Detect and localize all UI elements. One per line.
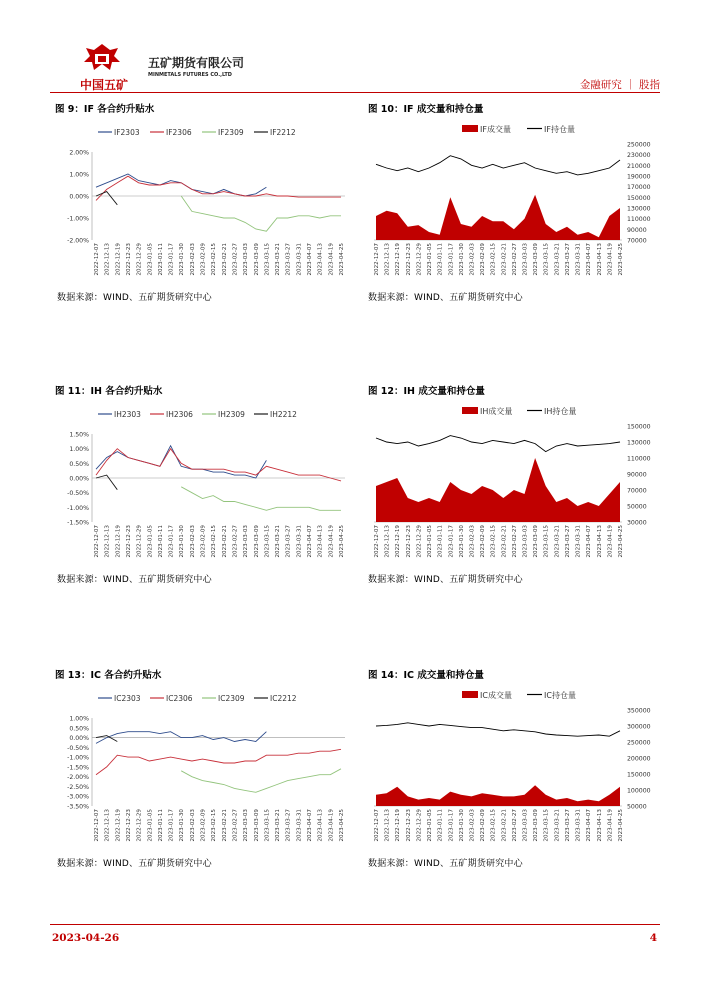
x-tick-label: 2023-02-03 <box>469 525 476 558</box>
y-tick-label: -1.00% <box>67 215 89 223</box>
x-tick-label: 2023-02-21 <box>221 243 228 276</box>
x-tick-label: 2023-03-31 <box>575 809 582 842</box>
footer-divider <box>50 924 660 925</box>
x-tick-label: 2023-04-19 <box>607 243 614 276</box>
x-tick-label: 2023-01-05 <box>147 809 154 842</box>
x-tick-label: 2023-02-21 <box>501 525 508 558</box>
x-tick-label: 2023-02-21 <box>221 525 228 558</box>
x-tick-label: 2023-01-30 <box>458 243 465 276</box>
y-tick-label: 170000 <box>627 184 651 192</box>
chart-ic-basis <box>52 686 352 851</box>
y-tick-label: 0.00% <box>69 735 89 743</box>
x-tick-label: 2023-01-17 <box>448 525 455 558</box>
x-tick-label: 2023-01-05 <box>147 243 154 276</box>
y-tick-label: 100000 <box>627 787 651 795</box>
legend-label-ic2212: IC2212 <box>270 694 297 703</box>
x-tick-label: 2022-12-13 <box>384 243 391 276</box>
y-tick-label: 350000 <box>627 707 651 715</box>
y-tick-label: -1.00% <box>67 754 89 762</box>
x-tick-label: 2023-02-21 <box>501 243 508 276</box>
x-tick-label: 2023-04-25 <box>618 525 624 558</box>
x-tick-label: 2023-02-09 <box>480 243 487 276</box>
x-tick-label: 2022-12-13 <box>104 525 111 558</box>
x-tick-label: 2023-04-19 <box>607 525 614 558</box>
x-tick-label: 2023-01-05 <box>427 525 434 558</box>
x-tick-label: 2022-12-29 <box>136 809 143 842</box>
x-tick-label: 2023-03-03 <box>243 809 250 842</box>
x-tick-label: 2023-03-09 <box>253 809 260 842</box>
x-tick-label: 2023-04-25 <box>618 809 624 842</box>
x-tick-label: 2023-03-21 <box>554 809 561 842</box>
x-tick-label: 2023-01-11 <box>157 525 164 558</box>
x-tick-label: 2023-03-31 <box>296 525 303 558</box>
legend-label-ic2309: IC2309 <box>218 694 245 703</box>
legend-label-ih2303: IH2303 <box>114 410 141 419</box>
x-tick-label: 2023-02-09 <box>200 525 207 558</box>
legend-swatch-volume <box>462 407 478 414</box>
x-tick-label: 2023-04-25 <box>339 809 345 842</box>
x-tick-label: 2023-01-17 <box>168 525 175 558</box>
x-tick-label: 2023-03-21 <box>554 525 561 558</box>
series-line-ic2306 <box>96 749 341 774</box>
x-tick-label: 2023-04-19 <box>328 809 335 842</box>
x-tick-label: 2023-04-13 <box>596 809 603 842</box>
legend-label-ih2309: IH2309 <box>218 410 245 419</box>
x-tick-label: 2023-01-11 <box>157 243 164 276</box>
y-tick-label: 90000 <box>627 471 647 479</box>
x-tick-label: 2023-03-27 <box>564 243 571 276</box>
legend-label-open-interest: IF持仓量 <box>544 125 575 134</box>
x-tick-label: 2023-04-19 <box>328 525 335 558</box>
x-tick-label: 2023-01-17 <box>448 809 455 842</box>
x-tick-label: 2023-03-31 <box>575 243 582 276</box>
x-tick-label: 2022-12-07 <box>94 809 100 842</box>
y-tick-label: -2.50% <box>67 783 89 791</box>
y-tick-label: -3.00% <box>67 793 89 801</box>
y-tick-label: 0.00% <box>69 475 89 483</box>
x-tick-label: 2023-02-27 <box>511 243 518 276</box>
y-tick-label: 90000 <box>627 226 647 234</box>
y-tick-label: 250000 <box>627 739 651 747</box>
x-tick-label: 2023-03-31 <box>296 243 303 276</box>
x-tick-label: 2023-03-09 <box>253 243 260 276</box>
x-tick-label: 2023-01-05 <box>147 525 154 558</box>
y-tick-label: -3.50% <box>67 803 89 811</box>
y-tick-label: -1.50% <box>67 519 89 527</box>
x-tick-label: 2023-02-03 <box>469 809 476 842</box>
legend-label-ih2212: IH2212 <box>270 410 297 419</box>
x-tick-label: 2023-03-09 <box>253 525 260 558</box>
company-name <box>148 54 244 78</box>
y-tick-label: 150000 <box>627 194 651 202</box>
x-tick-label: 2023-01-11 <box>437 525 444 558</box>
x-tick-label: 2023-02-09 <box>480 525 487 558</box>
x-tick-label: 2023-02-09 <box>480 809 487 842</box>
chart-if-basis <box>52 120 352 285</box>
x-tick-label: 2023-04-25 <box>339 525 345 558</box>
x-tick-label: 2023-02-15 <box>211 525 218 558</box>
x-tick-label: 2023-03-15 <box>543 809 550 842</box>
x-tick-label: 2023-03-15 <box>543 243 550 276</box>
x-tick-label: 2023-03-15 <box>264 809 271 842</box>
x-tick-label: 2023-03-09 <box>533 809 540 842</box>
x-tick-label: 2023-03-27 <box>285 243 292 276</box>
x-tick-label: 2022-12-13 <box>104 243 111 276</box>
open-interest-line <box>376 723 620 736</box>
x-tick-label: 2022-12-23 <box>405 525 412 558</box>
x-tick-label: 2023-03-15 <box>543 525 550 558</box>
y-tick-label: -2.00% <box>67 237 89 245</box>
x-tick-label: 2022-12-23 <box>405 243 412 276</box>
x-tick-label: 2023-03-03 <box>522 243 529 276</box>
section-label: 金融研究 ｜ 股指 <box>579 79 660 91</box>
legend-label-if2212: IF2212 <box>270 128 296 137</box>
x-tick-label: 2023-03-21 <box>554 243 561 276</box>
y-tick-label: 210000 <box>627 162 651 170</box>
legend-label-open-interest: IH持仓量 <box>544 407 577 416</box>
logo-emblem-icon <box>80 42 124 76</box>
series-line-ih2212 <box>96 475 117 490</box>
series-line-if2306 <box>96 176 341 200</box>
x-tick-label: 2022-12-29 <box>136 243 143 276</box>
x-tick-label: 2023-02-27 <box>232 243 239 276</box>
chart-ih-basis <box>52 402 352 567</box>
x-tick-label: 2023-04-07 <box>586 525 593 558</box>
company-name-cn: 五矿期货有限公司 <box>148 56 245 70</box>
series-line-ih2303 <box>96 446 266 478</box>
series-line-if2303 <box>96 174 266 196</box>
legend-label-if2303: IF2303 <box>114 128 140 137</box>
x-tick-label: 2022-12-23 <box>125 243 132 276</box>
y-tick-label: 50000 <box>627 803 647 811</box>
x-tick-label: 2023-02-15 <box>490 243 497 276</box>
x-tick-label: 2022-12-29 <box>416 809 423 842</box>
header-divider <box>50 92 660 93</box>
x-tick-label: 2022-12-13 <box>104 809 111 842</box>
x-tick-label: 2023-04-25 <box>339 243 345 276</box>
y-tick-label: 1.50% <box>69 431 89 439</box>
x-tick-label: 2023-03-21 <box>275 525 282 558</box>
x-tick-label: 2023-01-30 <box>179 809 186 842</box>
open-interest-line <box>376 436 620 452</box>
volume-area <box>376 458 620 522</box>
figure-9-source: 数据来源：WIND、五矿期货研究中心 <box>57 293 212 303</box>
x-tick-label: 2023-01-30 <box>458 525 465 558</box>
x-tick-label: 2023-01-30 <box>179 243 186 276</box>
x-tick-label: 2023-01-30 <box>458 809 465 842</box>
y-tick-label: 1.00% <box>69 715 89 723</box>
volume-area <box>376 785 620 806</box>
y-tick-label: 110000 <box>627 216 651 224</box>
x-tick-label: 2023-02-21 <box>501 809 508 842</box>
y-tick-label: -1.50% <box>67 764 89 772</box>
figure-12-source: 数据来源：WIND、五矿期货研究中心 <box>368 575 523 585</box>
y-tick-label: 1.00% <box>69 171 89 179</box>
y-tick-label: -2.00% <box>67 774 89 782</box>
company-name-en: MINMETALS FUTURES CO.,LTD <box>148 72 232 78</box>
x-tick-label: 2023-02-03 <box>469 243 476 276</box>
legend-label-volume: IH成交量 <box>480 407 513 416</box>
x-tick-label: 2023-04-13 <box>317 243 324 276</box>
volume-area <box>376 195 620 240</box>
x-tick-label: 2023-03-09 <box>533 243 540 276</box>
x-tick-label: 2023-02-03 <box>189 525 196 558</box>
x-tick-label: 2023-02-15 <box>490 809 497 842</box>
y-tick-label: 130000 <box>627 439 651 447</box>
chart-if-volume-oi <box>362 120 672 285</box>
y-tick-label: 130000 <box>627 205 651 213</box>
series-line-ic2309 <box>181 769 341 793</box>
x-tick-label: 2023-04-19 <box>607 809 614 842</box>
x-tick-label: 2023-01-17 <box>168 809 175 842</box>
legend-label-open-interest: IC持仓量 <box>544 691 576 700</box>
x-tick-label: 2022-12-07 <box>374 243 380 276</box>
y-tick-label: 70000 <box>627 487 647 495</box>
x-tick-label: 2022-12-19 <box>395 525 402 558</box>
x-tick-label: 2023-01-05 <box>427 809 434 842</box>
x-tick-label: 2023-01-30 <box>179 525 186 558</box>
x-tick-label: 2023-04-13 <box>596 243 603 276</box>
y-tick-label: 2.00% <box>69 149 89 157</box>
x-tick-label: 2022-12-19 <box>115 525 122 558</box>
x-tick-label: 2023-01-17 <box>168 243 175 276</box>
x-tick-label: 2023-04-07 <box>307 525 314 558</box>
x-tick-label: 2023-03-15 <box>264 243 271 276</box>
figure-10-title: 图 10：IF 成交量和持仓量 <box>368 104 484 115</box>
legend-label-volume: IF成交量 <box>480 125 511 134</box>
x-tick-label: 2023-02-03 <box>189 243 196 276</box>
y-tick-label: 1.00% <box>69 446 89 454</box>
figure-9-title: 图 9：IF 各合约升贴水 <box>55 104 155 115</box>
x-tick-label: 2022-12-29 <box>416 525 423 558</box>
figure-14-source: 数据来源：WIND、五矿期货研究中心 <box>368 859 523 869</box>
x-tick-label: 2023-02-21 <box>221 809 228 842</box>
x-tick-label: 2022-12-19 <box>395 243 402 276</box>
x-tick-label: 2023-01-11 <box>157 809 164 842</box>
x-tick-label: 2023-01-17 <box>448 243 455 276</box>
x-tick-label: 2023-04-07 <box>307 243 314 276</box>
x-tick-label: 2023-02-27 <box>232 525 239 558</box>
series-line-if2309 <box>181 196 341 231</box>
x-tick-label: 2023-04-13 <box>317 809 324 842</box>
x-tick-label: 2022-12-07 <box>374 525 380 558</box>
x-tick-label: 2023-01-11 <box>437 243 444 276</box>
series-line-ic2212 <box>96 736 117 742</box>
legend-label-ic2303: IC2303 <box>114 694 141 703</box>
figure-11-title: 图 11：IH 各合约升贴水 <box>55 386 163 397</box>
x-tick-label: 2023-04-13 <box>317 525 324 558</box>
x-tick-label: 2022-12-07 <box>94 525 100 558</box>
chart-ic-volume-oi <box>362 686 672 851</box>
x-tick-label: 2023-03-15 <box>264 525 271 558</box>
x-tick-label: 2023-02-15 <box>490 525 497 558</box>
x-tick-label: 2023-02-15 <box>211 243 218 276</box>
y-tick-label: 50000 <box>627 503 647 511</box>
y-tick-label: -0.50% <box>67 490 89 498</box>
y-tick-label: 0.50% <box>69 460 89 468</box>
x-tick-label: 2022-12-07 <box>374 809 380 842</box>
x-tick-label: 2023-03-03 <box>522 525 529 558</box>
x-tick-label: 2023-02-27 <box>232 809 239 842</box>
page-number: 4 <box>649 932 657 944</box>
chart-ih-volume-oi <box>362 402 672 567</box>
legend-label-volume: IC成交量 <box>480 691 512 700</box>
x-tick-label: 2022-12-29 <box>416 243 423 276</box>
x-tick-label: 2023-04-07 <box>307 809 314 842</box>
y-tick-label: 110000 <box>627 455 651 463</box>
x-tick-label: 2023-03-31 <box>296 809 303 842</box>
y-tick-label: 150000 <box>627 423 651 431</box>
x-tick-label: 2022-12-29 <box>136 525 143 558</box>
series-line-ih2309 <box>181 487 341 511</box>
x-tick-label: 2023-03-21 <box>275 243 282 276</box>
legend-swatch-volume <box>462 691 478 698</box>
x-tick-label: 2023-02-15 <box>211 809 218 842</box>
x-tick-label: 2023-03-21 <box>275 809 282 842</box>
x-tick-label: 2022-12-23 <box>405 809 412 842</box>
y-tick-label: 230000 <box>627 152 651 160</box>
x-tick-label: 2022-12-13 <box>384 525 391 558</box>
series-line-ih2306 <box>96 449 341 481</box>
figure-11-source: 数据来源：WIND、五矿期货研究中心 <box>57 575 212 585</box>
report-date: 2023-04-26 <box>52 932 120 944</box>
x-tick-label: 2022-12-19 <box>395 809 402 842</box>
x-tick-label: 2022-12-23 <box>125 525 132 558</box>
x-tick-label: 2022-12-13 <box>384 809 391 842</box>
x-tick-label: 2023-03-27 <box>564 525 571 558</box>
x-tick-label: 2023-03-03 <box>243 525 250 558</box>
x-tick-label: 2023-04-13 <box>596 525 603 558</box>
x-tick-label: 2023-04-25 <box>618 243 624 276</box>
y-tick-label: 30000 <box>627 519 647 527</box>
legend-swatch-volume <box>462 125 478 132</box>
y-tick-label: -1.00% <box>67 504 89 512</box>
x-tick-label: 2022-12-23 <box>125 809 132 842</box>
figure-13-source: 数据来源：WIND、五矿期货研究中心 <box>57 859 212 869</box>
x-tick-label: 2023-04-07 <box>586 809 593 842</box>
x-tick-label: 2023-01-05 <box>427 243 434 276</box>
y-tick-label: 0.00% <box>69 193 89 201</box>
y-tick-label: 190000 <box>627 173 651 181</box>
x-tick-label: 2023-02-27 <box>511 525 518 558</box>
figure-14-title: 图 14：IC 成交量和持仓量 <box>368 670 484 681</box>
x-tick-label: 2023-01-11 <box>437 809 444 842</box>
x-tick-label: 2023-02-09 <box>200 243 207 276</box>
y-tick-label: 200000 <box>627 755 651 763</box>
x-tick-label: 2023-03-27 <box>285 809 292 842</box>
x-tick-label: 2023-03-27 <box>285 525 292 558</box>
x-tick-label: 2023-03-03 <box>522 809 529 842</box>
y-tick-label: -0.50% <box>67 744 89 752</box>
x-tick-label: 2023-02-27 <box>511 809 518 842</box>
x-tick-label: 2023-02-03 <box>189 809 196 842</box>
figure-13-title: 图 13：IC 各合约升贴水 <box>55 670 162 681</box>
x-tick-label: 2023-03-09 <box>533 525 540 558</box>
open-interest-line <box>376 156 620 175</box>
y-tick-label: 70000 <box>627 237 647 245</box>
figure-12-title: 图 12：IH 成交量和持仓量 <box>368 386 485 397</box>
x-tick-label: 2023-03-31 <box>575 525 582 558</box>
logo-text: 中国五矿 <box>80 78 129 92</box>
legend-label-ic2306: IC2306 <box>166 694 193 703</box>
legend-label-ih2306: IH2306 <box>166 410 193 419</box>
x-tick-label: 2022-12-19 <box>115 243 122 276</box>
x-tick-label: 2023-04-07 <box>586 243 593 276</box>
figure-10-source: 数据来源：WIND、五矿期货研究中心 <box>368 293 523 303</box>
x-tick-label: 2023-03-27 <box>564 809 571 842</box>
y-tick-label: 250000 <box>627 141 651 149</box>
company-logo <box>80 42 129 92</box>
series-line-if2212 <box>96 192 117 205</box>
y-tick-label: 150000 <box>627 771 651 779</box>
x-tick-label: 2022-12-07 <box>94 243 100 276</box>
legend-label-if2309: IF2309 <box>218 128 244 137</box>
x-tick-label: 2023-03-03 <box>243 243 250 276</box>
y-tick-label: 0.50% <box>69 725 89 733</box>
x-tick-label: 2022-12-19 <box>115 809 122 842</box>
x-tick-label: 2023-04-19 <box>328 243 335 276</box>
x-tick-label: 2023-02-09 <box>200 809 207 842</box>
legend-label-if2306: IF2306 <box>166 128 192 137</box>
y-tick-label: 300000 <box>627 723 651 731</box>
